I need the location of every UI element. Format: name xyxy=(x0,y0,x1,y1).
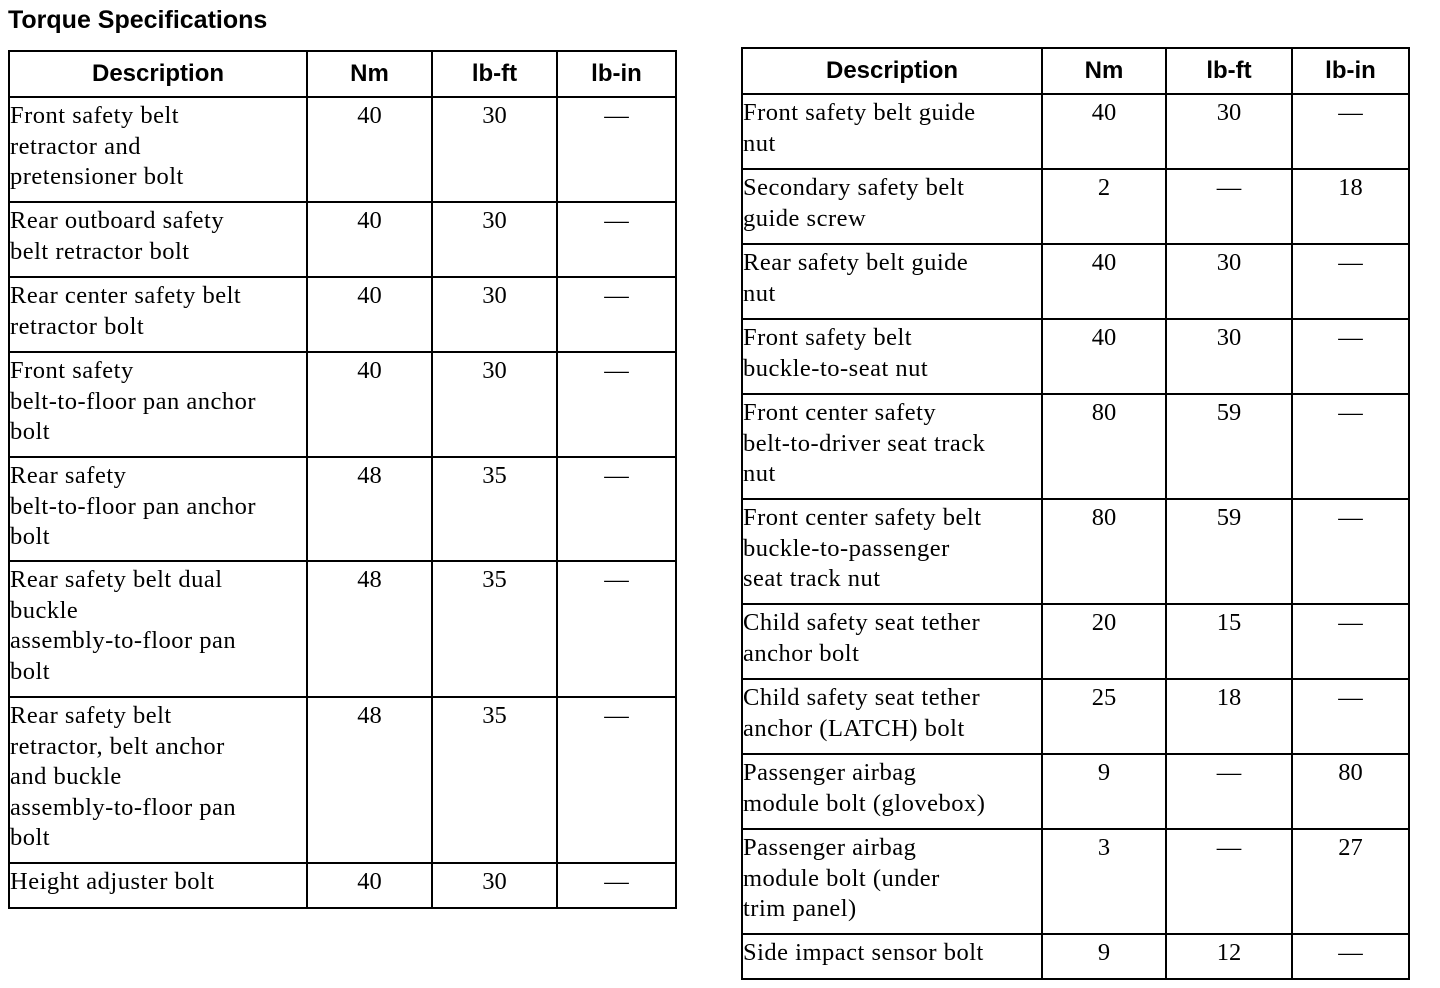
description-line: belt-to-driver seat track xyxy=(743,429,986,457)
description-line: nut xyxy=(743,460,776,487)
cell-lbft: 30 xyxy=(1166,94,1292,169)
table-row xyxy=(9,457,676,561)
description-line: nut xyxy=(743,279,776,307)
description-line: Passenger airbag xyxy=(743,834,917,861)
cell-lbin: — xyxy=(557,561,676,697)
description-line: belt-to-floor pan anchor xyxy=(10,492,257,520)
cell-lbin: — xyxy=(1292,604,1409,679)
cell-lbin: — xyxy=(557,863,676,908)
column-header-nm: Nm xyxy=(1042,48,1166,94)
cell-description xyxy=(9,697,307,863)
cell-lbft: 35 xyxy=(432,697,557,863)
column-header-nm: Nm xyxy=(307,51,432,97)
description-line: guide screw xyxy=(743,204,867,232)
cell-description xyxy=(742,394,1042,499)
cell-lbft: — xyxy=(1166,169,1292,244)
column-header-description: Description xyxy=(9,51,307,97)
cell-nm: 20 xyxy=(1042,604,1166,679)
cell-lbin: — xyxy=(1292,499,1409,604)
cell-nm: 25 xyxy=(1042,679,1166,754)
table-row xyxy=(742,934,1409,979)
cell-lbin: 80 xyxy=(1292,754,1409,829)
cell-lbin: — xyxy=(557,202,676,277)
description-line: Front safety belt xyxy=(10,102,180,129)
description-line: Side impact sensor bolt xyxy=(743,939,984,966)
description-line: Secondary safety belt xyxy=(743,174,965,201)
cell-nm: 48 xyxy=(307,697,432,863)
table-row xyxy=(9,561,676,697)
cell-description xyxy=(742,829,1042,934)
cell-description xyxy=(9,561,307,697)
cell-lbin: — xyxy=(1292,94,1409,169)
table-row xyxy=(9,697,676,863)
cell-nm: 40 xyxy=(307,277,432,352)
description-line: seat track nut xyxy=(743,565,881,592)
table-row xyxy=(9,352,676,457)
cell-nm: 2 xyxy=(1042,169,1166,244)
description-line: Front center safety xyxy=(743,399,937,426)
description-line: module bolt (glovebox) xyxy=(743,789,986,817)
cell-lbin: — xyxy=(1292,244,1409,319)
cell-description xyxy=(9,863,307,908)
table-row xyxy=(742,169,1409,244)
cell-nm: 40 xyxy=(1042,244,1166,319)
description-line: trim panel) xyxy=(743,895,857,922)
cell-lbin: — xyxy=(557,277,676,352)
description-line: bolt xyxy=(10,657,51,685)
cell-lbft: 18 xyxy=(1166,679,1292,754)
description-line: Front safety belt xyxy=(743,324,913,351)
cell-nm: 48 xyxy=(307,457,432,561)
table-row xyxy=(742,319,1409,394)
cell-nm: 48 xyxy=(307,561,432,697)
description-line: module bolt (under xyxy=(743,864,940,892)
cell-lbin: — xyxy=(1292,679,1409,754)
description-line: Rear center safety belt xyxy=(10,282,242,309)
cell-description xyxy=(742,754,1042,829)
description-line: Rear safety belt xyxy=(10,702,172,729)
column-header-lbft: lb-ft xyxy=(1166,48,1292,94)
cell-description xyxy=(742,94,1042,169)
description-line: Passenger airbag xyxy=(743,759,917,786)
cell-description xyxy=(742,604,1042,679)
cell-lbin: 18 xyxy=(1292,169,1409,244)
cell-nm: 40 xyxy=(1042,319,1166,394)
column-header-description: Description xyxy=(742,48,1042,94)
table-row xyxy=(9,277,676,352)
cell-description xyxy=(742,169,1042,244)
description-line: bolt xyxy=(10,523,51,550)
cell-description xyxy=(9,97,307,202)
description-line: Front safety xyxy=(10,357,134,384)
cell-nm: 40 xyxy=(1042,94,1166,169)
description-line: Front center safety belt xyxy=(743,504,982,531)
cell-lbft: 30 xyxy=(1166,319,1292,394)
cell-lbft: — xyxy=(1166,754,1292,829)
cell-description xyxy=(9,202,307,277)
column-header-lbft: lb-ft xyxy=(432,51,557,97)
cell-lbin: — xyxy=(557,97,676,202)
table-row xyxy=(9,863,676,908)
table-row xyxy=(742,829,1409,934)
description-line: buckle xyxy=(10,596,79,624)
table-row xyxy=(742,754,1409,829)
table-header-row xyxy=(742,48,1409,94)
description-line: Rear safety xyxy=(10,462,127,489)
description-line: assembly-to-floor pan xyxy=(10,627,237,654)
cell-lbin: — xyxy=(1292,394,1409,499)
description-line: and buckle xyxy=(10,763,122,790)
cell-lbft: 15 xyxy=(1166,604,1292,679)
description-line: belt-to-floor pan anchor xyxy=(10,387,257,415)
description-line: bolt xyxy=(10,418,51,445)
description-line: Front safety belt guide xyxy=(743,99,976,126)
description-line: Height adjuster bolt xyxy=(10,868,215,895)
cell-description xyxy=(9,457,307,561)
description-line: nut xyxy=(743,129,776,157)
description-line: belt retractor bolt xyxy=(10,237,190,265)
description-line: retractor, belt anchor xyxy=(10,732,225,760)
cell-lbft: 30 xyxy=(432,277,557,352)
cell-nm: 40 xyxy=(307,202,432,277)
column-header-lbin: lb-in xyxy=(557,51,676,97)
cell-lbft: 30 xyxy=(432,202,557,277)
table-row xyxy=(742,394,1409,499)
torque-table-right xyxy=(741,47,1410,980)
cell-lbft: 30 xyxy=(432,863,557,908)
description-line: Child safety seat tether xyxy=(743,684,981,711)
cell-description xyxy=(742,679,1042,754)
table-row xyxy=(9,202,676,277)
table-row xyxy=(742,499,1409,604)
table-row xyxy=(742,604,1409,679)
description-line: pretensioner bolt xyxy=(10,163,184,190)
cell-nm: 9 xyxy=(1042,934,1166,979)
description-line: assembly-to-floor pan xyxy=(10,793,237,821)
cell-description xyxy=(9,277,307,352)
cell-lbin: 27 xyxy=(1292,829,1409,934)
cell-description xyxy=(742,499,1042,604)
description-line: anchor (LATCH) bolt xyxy=(743,714,965,742)
cell-description xyxy=(742,934,1042,979)
cell-lbft: 59 xyxy=(1166,394,1292,499)
cell-lbin: — xyxy=(557,457,676,561)
cell-nm: 80 xyxy=(1042,394,1166,499)
cell-nm: 3 xyxy=(1042,829,1166,934)
table-body-right xyxy=(742,94,1409,979)
cell-description xyxy=(742,244,1042,319)
cell-lbin: — xyxy=(557,352,676,457)
description-line: anchor bolt xyxy=(743,639,860,667)
description-line: buckle-to-passenger xyxy=(743,534,950,562)
cell-lbin: — xyxy=(1292,319,1409,394)
cell-description xyxy=(742,319,1042,394)
table-row xyxy=(742,679,1409,754)
table-row xyxy=(742,94,1409,169)
cell-lbft: — xyxy=(1166,829,1292,934)
cell-lbin: — xyxy=(557,697,676,863)
description-line: Rear safety belt guide xyxy=(743,249,969,276)
cell-lbft: 30 xyxy=(432,97,557,202)
table-body-left xyxy=(9,97,676,908)
description-line: retractor bolt xyxy=(10,312,145,340)
description-line: Child safety seat tether xyxy=(743,609,981,636)
cell-lbft: 12 xyxy=(1166,934,1292,979)
cell-nm: 40 xyxy=(307,97,432,202)
cell-nm: 80 xyxy=(1042,499,1166,604)
cell-nm: 40 xyxy=(307,863,432,908)
description-line: buckle-to-seat nut xyxy=(743,354,929,382)
cell-lbft: 35 xyxy=(432,457,557,561)
page-title: Torque Specifications xyxy=(8,6,268,34)
cell-lbft: 30 xyxy=(1166,244,1292,319)
table-row xyxy=(742,244,1409,319)
description-line: Rear safety belt dual xyxy=(10,566,223,593)
cell-nm: 40 xyxy=(307,352,432,457)
description-line: bolt xyxy=(10,824,51,851)
cell-lbft: 30 xyxy=(432,352,557,457)
cell-lbft: 35 xyxy=(432,561,557,697)
cell-lbft: 59 xyxy=(1166,499,1292,604)
table-header-row xyxy=(9,51,676,97)
table-row xyxy=(9,97,676,202)
description-line: retractor and xyxy=(10,132,141,160)
description-line: Rear outboard safety xyxy=(10,207,225,234)
cell-description xyxy=(9,352,307,457)
cell-lbin: — xyxy=(1292,934,1409,979)
column-header-lbin: lb-in xyxy=(1292,48,1409,94)
cell-nm: 9 xyxy=(1042,754,1166,829)
torque-table-left xyxy=(8,50,677,909)
